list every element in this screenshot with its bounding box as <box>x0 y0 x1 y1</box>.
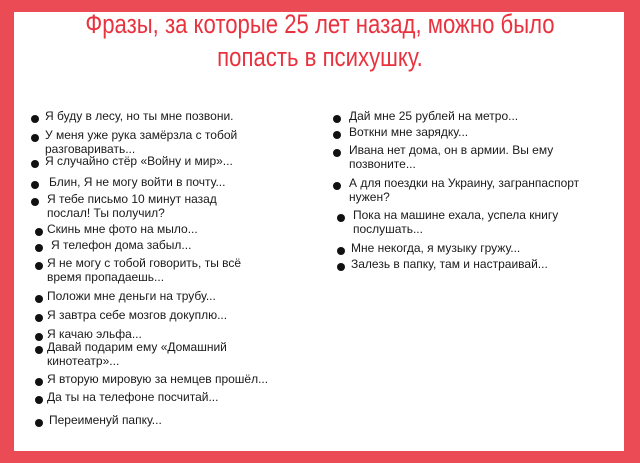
bullet-icon <box>337 263 345 271</box>
bullet-icon <box>35 244 43 252</box>
phrase-item: Положи мне деньги на трубу... <box>47 289 216 303</box>
bullet-icon <box>333 131 341 139</box>
phrase-item: Переименуй папку... <box>49 413 162 427</box>
phrase-item: У меня уже рука замёрзла с тобой разговаривать... <box>45 128 238 156</box>
title-line-2: попасть в психушку. <box>217 42 423 72</box>
bullet-icon <box>35 419 43 427</box>
bullet-icon <box>333 149 341 157</box>
bullet-icon <box>31 198 39 206</box>
bullet-icon <box>35 314 43 322</box>
phrase-item: А для поездки на Украину, загранпаспорт нужен? <box>349 176 580 204</box>
phrase-item: Скинь мне фото на мыло... <box>47 222 198 236</box>
bullet-icon <box>31 134 39 142</box>
bullet-icon <box>337 214 345 222</box>
bullet-icon <box>337 247 345 255</box>
page-title <box>58 8 583 74</box>
bullet-icon <box>31 115 39 123</box>
phrase-item: Залезь в папку, там и настраивай... <box>351 257 548 271</box>
phrase-item: Я завтра себе мозгов докуплю... <box>47 308 228 322</box>
bullet-icon <box>35 295 43 303</box>
phrase-item: Я буду в лесу, но ты мне позвони. <box>45 109 234 123</box>
bullet-icon <box>35 378 43 386</box>
phrase-item: Я случайно стёр «Войну и мир»... <box>45 154 233 168</box>
bullet-icon <box>35 396 43 404</box>
phrase-item: Блин, Я не могу войти в почту... <box>49 175 226 189</box>
phrase-item: Ивана нет дома, он в армии. Вы ему позвоните... <box>349 143 554 171</box>
phrase-item: Воткни мне зарядку... <box>349 125 469 139</box>
phrase-item: Да ты на телефоне посчитай... <box>47 390 219 404</box>
bullet-icon <box>35 262 43 270</box>
phrase-item: Я тебе письмо 10 минут назад послал! Ты получил? <box>47 192 217 220</box>
bullet-icon <box>35 228 43 236</box>
bullet-icon <box>31 160 39 168</box>
phrase-item: Давай подарим ему «Домашний кинотеатр»... <box>47 340 227 368</box>
bullet-icon <box>35 333 43 341</box>
phrase-item: Пока на машине ехала, успела книгу послушать... <box>353 208 559 236</box>
phrase-item: Я качаю эльфа... <box>47 327 142 341</box>
bullet-icon <box>31 181 39 189</box>
phrase-item: Я не могу с тобой говорить, ты всё время пропадаешь... <box>47 256 242 284</box>
phrase-item: Я телефон дома забыл... <box>51 238 192 252</box>
bullet-icon <box>333 182 341 190</box>
phrase-item: Дай мне 25 рублей на метро... <box>349 109 519 123</box>
title-line-1: Фразы, за которые 25 лет назад, можно было <box>85 9 555 39</box>
bullet-icon <box>35 346 43 354</box>
bullet-icon <box>333 115 341 123</box>
phrase-item: Мне некогда, я музыку гружу... <box>351 241 521 255</box>
phrase-item: Я вторую мировую за немцев прошёл... <box>47 372 269 386</box>
